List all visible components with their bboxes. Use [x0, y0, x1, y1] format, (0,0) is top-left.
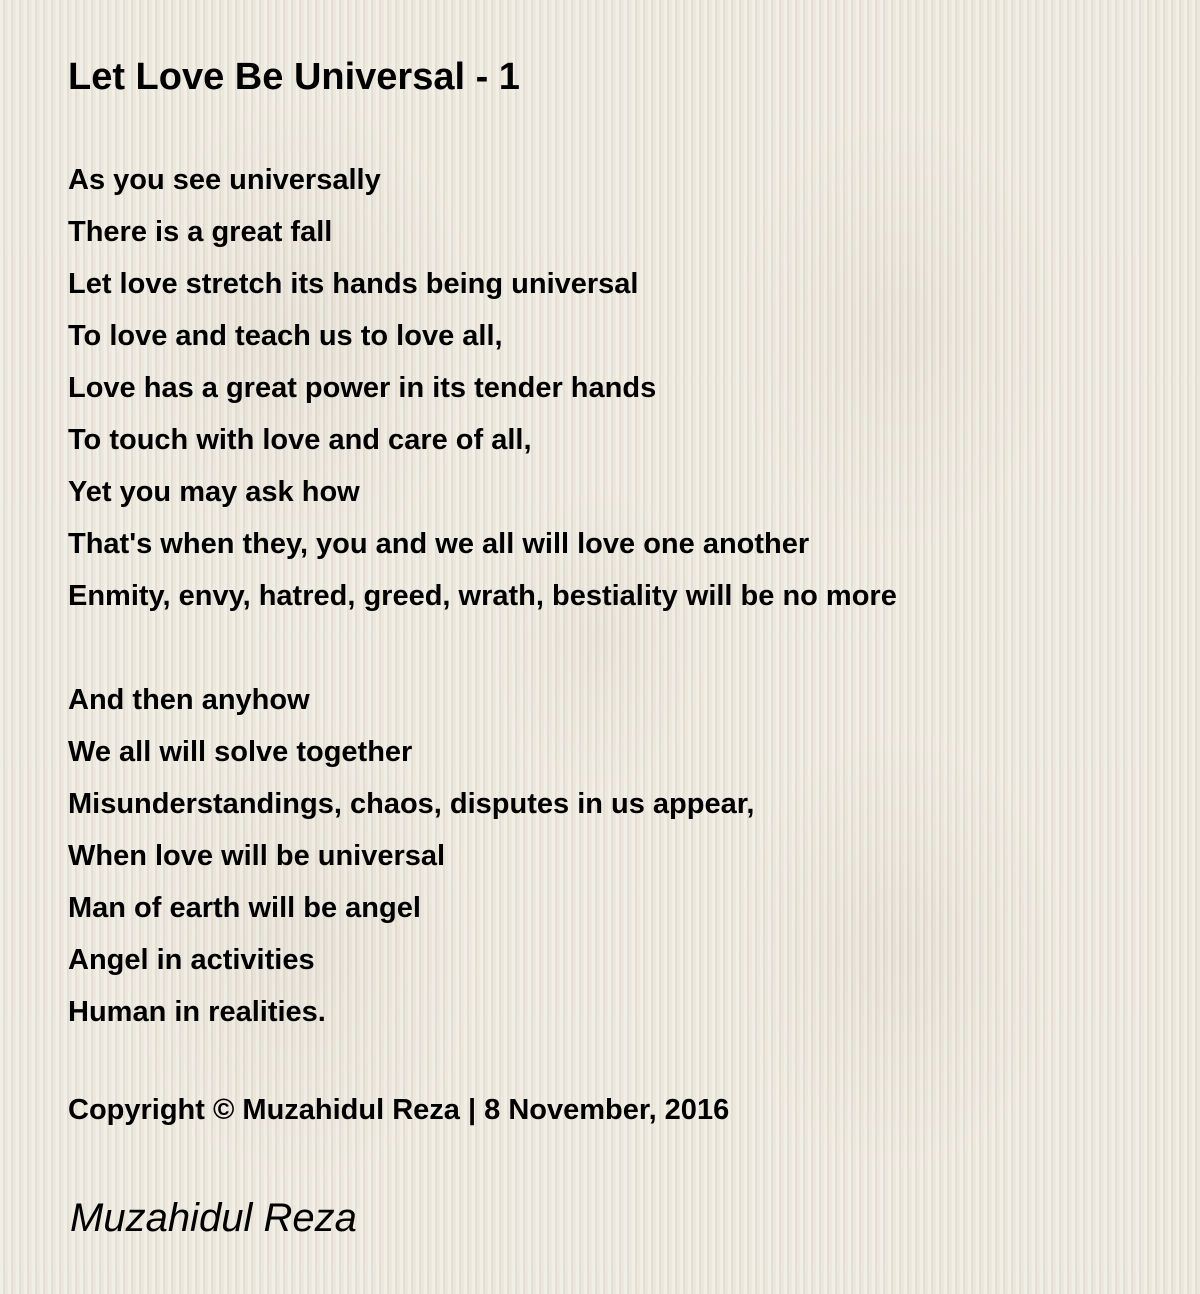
poem-title: Let Love Be Universal - 1 [68, 56, 520, 98]
poem-line: Man of earth will be angel [68, 892, 421, 924]
poem-line: Misunderstandings, chaos, disputes in us appear, [68, 788, 755, 820]
poem-line: There is a great fall [68, 216, 333, 248]
poem-line: As you see universally [68, 164, 381, 196]
poem-line: Angel in activities [68, 944, 315, 976]
poem-line: Human in realities. [68, 996, 326, 1028]
poem-line: Enmity, envy, hatred, greed, wrath, bestiality will be no more [68, 580, 897, 612]
stanza-2 [68, 674, 754, 1038]
poem-line: That's when they, you and we all will love one another [68, 528, 810, 560]
poem-line: Let love stretch its hands being universal [68, 268, 639, 300]
poem-line: To love and teach us to love all, [68, 320, 503, 352]
copyright-notice: Copyright © Muzahidul Reza | 8 November, 2016 [68, 1094, 730, 1126]
poem-line: Love has a great power in its tender hands [68, 372, 657, 404]
stanza-1 [68, 154, 897, 622]
poem-line: When love will be universal [68, 840, 446, 872]
poem-line: To touch with love and care of all, [68, 424, 532, 456]
author-signature: Muzahidul Reza [70, 1196, 357, 1240]
poem-line: Yet you may ask how [68, 476, 360, 508]
poem-line: And then anyhow [68, 684, 310, 716]
poem-line: We all will solve together [68, 736, 413, 768]
